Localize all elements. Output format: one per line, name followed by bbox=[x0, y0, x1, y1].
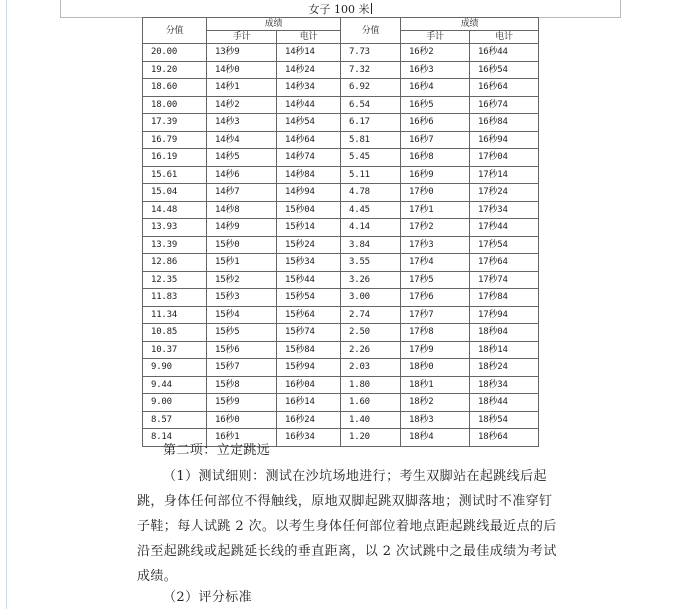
cell-hand: 16秒7 bbox=[401, 131, 470, 149]
header-electronic-right: 电计 bbox=[470, 31, 539, 44]
cell-electronic: 17秒74 bbox=[470, 271, 539, 289]
cell-hand: 14秒8 bbox=[207, 201, 277, 219]
header-result-left: 成绩 bbox=[207, 18, 341, 31]
cell-hand: 15秒7 bbox=[207, 359, 277, 377]
test-rules-paragraph: （1）测试细则：测试在沙坑场地进行；考生双脚站在起跳线后起跳，身体任何部位不得触线，原地双脚起跳双脚落地；测试时不准穿钉子鞋；每人试跳 2 次。以考生身体任何部位着地点距起跳线最近点的后沿至起跳线或起跳延长线的垂直距离，以 2 次试跳中之最佳成绩为考试成绩。 bbox=[137, 469, 557, 584]
cell-score: 1.40 bbox=[341, 411, 401, 429]
table-row bbox=[143, 201, 539, 219]
cell-hand: 16秒8 bbox=[401, 149, 470, 167]
cell-electronic: 14秒64 bbox=[277, 131, 341, 149]
cell-electronic: 16秒84 bbox=[470, 114, 539, 132]
cell-electronic: 18秒14 bbox=[470, 341, 539, 359]
cell-hand: 16秒5 bbox=[401, 96, 470, 114]
cell-electronic: 15秒54 bbox=[277, 289, 341, 307]
cell-electronic: 15秒94 bbox=[277, 359, 341, 377]
cell-electronic: 14秒74 bbox=[277, 149, 341, 167]
cell-hand: 16秒4 bbox=[401, 79, 470, 97]
cell-electronic: 17秒54 bbox=[470, 236, 539, 254]
cell-hand: 17秒0 bbox=[401, 184, 470, 202]
cell-electronic: 17秒24 bbox=[470, 184, 539, 202]
cell-hand: 14秒1 bbox=[207, 79, 277, 97]
cell-hand: 15秒4 bbox=[207, 306, 277, 324]
cell-hand: 14秒7 bbox=[207, 184, 277, 202]
table-row bbox=[143, 254, 539, 272]
cell-score: 8.57 bbox=[143, 411, 207, 429]
cell-electronic: 17秒44 bbox=[470, 219, 539, 237]
cell-electronic: 17秒94 bbox=[470, 306, 539, 324]
cell-hand: 16秒6 bbox=[401, 114, 470, 132]
cell-score: 4.78 bbox=[341, 184, 401, 202]
cell-electronic: 16秒04 bbox=[277, 376, 341, 394]
cell-score: 1.60 bbox=[341, 394, 401, 412]
cell-electronic: 17秒34 bbox=[470, 201, 539, 219]
cell-electronic: 18秒44 bbox=[470, 394, 539, 412]
cell-hand: 14秒2 bbox=[207, 96, 277, 114]
cell-electronic: 16秒74 bbox=[470, 96, 539, 114]
cell-score: 3.26 bbox=[341, 271, 401, 289]
cell-score: 15.61 bbox=[143, 166, 207, 184]
cell-score: 2.50 bbox=[341, 324, 401, 342]
cell-electronic: 14秒84 bbox=[277, 166, 341, 184]
cell-electronic: 14秒24 bbox=[277, 61, 341, 79]
cell-score: 4.14 bbox=[341, 219, 401, 237]
cell-electronic: 15秒24 bbox=[277, 236, 341, 254]
cell-score: 10.85 bbox=[143, 324, 207, 342]
header-electronic-left: 电计 bbox=[277, 31, 341, 44]
text-cursor bbox=[371, 3, 372, 14]
cell-hand: 17秒4 bbox=[401, 254, 470, 272]
cell-score: 9.00 bbox=[143, 394, 207, 412]
cell-electronic: 15秒04 bbox=[277, 201, 341, 219]
cell-hand: 15秒1 bbox=[207, 254, 277, 272]
cell-score: 7.32 bbox=[341, 61, 401, 79]
cell-electronic: 15秒14 bbox=[277, 219, 341, 237]
cell-score: 3.55 bbox=[341, 254, 401, 272]
cell-score: 5.11 bbox=[341, 166, 401, 184]
table-row bbox=[143, 79, 539, 97]
cell-electronic: 18秒04 bbox=[470, 324, 539, 342]
cell-electronic: 16秒34 bbox=[277, 429, 341, 447]
cell-score: 10.37 bbox=[143, 341, 207, 359]
table-row bbox=[143, 376, 539, 394]
table-header-row bbox=[143, 18, 539, 31]
cell-electronic: 16秒54 bbox=[470, 61, 539, 79]
cell-electronic: 16秒94 bbox=[470, 131, 539, 149]
cell-hand: 14秒3 bbox=[207, 114, 277, 132]
cell-hand: 18秒4 bbox=[401, 429, 470, 447]
cell-hand: 17秒5 bbox=[401, 271, 470, 289]
table-row bbox=[143, 324, 539, 342]
cell-electronic: 15秒34 bbox=[277, 254, 341, 272]
table-row bbox=[143, 184, 539, 202]
cell-hand: 14秒4 bbox=[207, 131, 277, 149]
cell-electronic: 14秒34 bbox=[277, 79, 341, 97]
table-title: 女子 100 米 bbox=[308, 3, 370, 16]
cell-hand: 14秒0 bbox=[207, 61, 277, 79]
cell-score: 2.03 bbox=[341, 359, 401, 377]
cell-hand: 15秒3 bbox=[207, 289, 277, 307]
corner-mark-right bbox=[538, 17, 620, 18]
cell-score: 7.73 bbox=[341, 44, 401, 62]
cell-score: 12.35 bbox=[143, 271, 207, 289]
table-row bbox=[143, 44, 539, 62]
cell-electronic: 17秒14 bbox=[470, 166, 539, 184]
cell-score: 2.74 bbox=[341, 306, 401, 324]
cell-hand: 15秒8 bbox=[207, 376, 277, 394]
table-row bbox=[143, 341, 539, 359]
table-row bbox=[143, 394, 539, 412]
cell-hand: 14秒9 bbox=[207, 219, 277, 237]
cell-score: 13.39 bbox=[143, 236, 207, 254]
corner-mark-left-vertical bbox=[60, 0, 61, 18]
table-row bbox=[143, 271, 539, 289]
section-heading: 第二项：立定跳远 bbox=[163, 443, 271, 458]
cell-score: 3.00 bbox=[341, 289, 401, 307]
cell-score: 11.34 bbox=[143, 306, 207, 324]
cell-electronic: 18秒54 bbox=[470, 411, 539, 429]
header-hand-right: 手计 bbox=[401, 31, 470, 44]
table-row bbox=[143, 114, 539, 132]
cell-hand: 16秒3 bbox=[401, 61, 470, 79]
cell-electronic: 18秒34 bbox=[470, 376, 539, 394]
cell-electronic: 15秒84 bbox=[277, 341, 341, 359]
cell-score: 16.79 bbox=[143, 131, 207, 149]
table-row bbox=[143, 149, 539, 167]
cell-score: 9.44 bbox=[143, 376, 207, 394]
corner-mark-right-vertical bbox=[620, 0, 621, 18]
cell-score: 19.20 bbox=[143, 61, 207, 79]
cell-hand: 17秒8 bbox=[401, 324, 470, 342]
cell-score: 5.45 bbox=[341, 149, 401, 167]
cell-score: 15.04 bbox=[143, 184, 207, 202]
cell-hand: 15秒9 bbox=[207, 394, 277, 412]
cell-hand: 18秒1 bbox=[401, 376, 470, 394]
cell-hand: 18秒2 bbox=[401, 394, 470, 412]
cell-electronic: 14秒14 bbox=[277, 44, 341, 62]
scoring-subheading: （2）评分标准 bbox=[163, 590, 253, 605]
cell-hand: 18秒3 bbox=[401, 411, 470, 429]
cell-electronic: 18秒24 bbox=[470, 359, 539, 377]
cell-score: 1.20 bbox=[341, 429, 401, 447]
cell-score: 6.17 bbox=[341, 114, 401, 132]
cell-electronic: 16秒24 bbox=[277, 411, 341, 429]
cell-hand: 16秒2 bbox=[401, 44, 470, 62]
cell-electronic: 14秒94 bbox=[277, 184, 341, 202]
table-row bbox=[143, 411, 539, 429]
cell-score: 3.84 bbox=[341, 236, 401, 254]
table-row bbox=[143, 96, 539, 114]
cell-electronic: 15秒74 bbox=[277, 324, 341, 342]
cell-hand: 16秒0 bbox=[207, 411, 277, 429]
cell-score: 20.00 bbox=[143, 44, 207, 62]
cell-electronic: 15秒44 bbox=[277, 271, 341, 289]
cell-score: 8.14 bbox=[143, 429, 207, 447]
cell-score: 9.90 bbox=[143, 359, 207, 377]
cell-hand: 15秒5 bbox=[207, 324, 277, 342]
cell-score: 4.45 bbox=[341, 201, 401, 219]
cell-score: 6.92 bbox=[341, 79, 401, 97]
cell-score: 1.80 bbox=[341, 376, 401, 394]
cell-score: 5.81 bbox=[341, 131, 401, 149]
cell-score: 12.86 bbox=[143, 254, 207, 272]
corner-mark-left bbox=[60, 17, 142, 18]
cell-electronic: 15秒64 bbox=[277, 306, 341, 324]
cell-score: 13.93 bbox=[143, 219, 207, 237]
header-result-right: 成绩 bbox=[401, 18, 539, 31]
cell-hand: 13秒9 bbox=[207, 44, 277, 62]
cell-score: 14.48 bbox=[143, 201, 207, 219]
cell-hand: 17秒7 bbox=[401, 306, 470, 324]
cell-electronic: 17秒04 bbox=[470, 149, 539, 167]
header-score-right: 分值 bbox=[341, 18, 401, 44]
cell-score: 17.39 bbox=[143, 114, 207, 132]
cell-electronic: 16秒64 bbox=[470, 79, 539, 97]
cell-electronic: 16秒14 bbox=[277, 394, 341, 412]
cell-score: 2.26 bbox=[341, 341, 401, 359]
cell-electronic: 18秒64 bbox=[470, 429, 539, 447]
table-row bbox=[143, 131, 539, 149]
cell-electronic: 17秒84 bbox=[470, 289, 539, 307]
cell-electronic: 14秒44 bbox=[277, 96, 341, 114]
cell-hand: 14秒6 bbox=[207, 166, 277, 184]
page-margin-line bbox=[6, 0, 7, 609]
cell-hand: 17秒6 bbox=[401, 289, 470, 307]
cell-hand: 17秒9 bbox=[401, 341, 470, 359]
cell-hand: 17秒3 bbox=[401, 236, 470, 254]
cell-electronic: 14秒54 bbox=[277, 114, 341, 132]
table-row bbox=[143, 289, 539, 307]
score-table bbox=[142, 17, 539, 447]
cell-score: 18.60 bbox=[143, 79, 207, 97]
cell-hand: 15秒6 bbox=[207, 341, 277, 359]
table-row bbox=[143, 219, 539, 237]
table-row bbox=[143, 236, 539, 254]
cell-hand: 16秒9 bbox=[401, 166, 470, 184]
table-row bbox=[143, 306, 539, 324]
cell-hand: 14秒5 bbox=[207, 149, 277, 167]
cell-score: 18.00 bbox=[143, 96, 207, 114]
cell-electronic: 17秒64 bbox=[470, 254, 539, 272]
table-row bbox=[143, 359, 539, 377]
cell-hand: 18秒0 bbox=[401, 359, 470, 377]
cell-score: 6.54 bbox=[341, 96, 401, 114]
header-hand-left: 手计 bbox=[207, 31, 277, 44]
cell-electronic: 16秒44 bbox=[470, 44, 539, 62]
cell-score: 11.83 bbox=[143, 289, 207, 307]
cell-hand: 15秒0 bbox=[207, 236, 277, 254]
cell-hand: 17秒2 bbox=[401, 219, 470, 237]
table-row bbox=[143, 166, 539, 184]
cell-hand: 15秒2 bbox=[207, 271, 277, 289]
cell-score: 16.19 bbox=[143, 149, 207, 167]
header-score-left: 分值 bbox=[143, 18, 207, 44]
cell-hand: 16秒1 bbox=[207, 429, 277, 447]
table-row bbox=[143, 61, 539, 79]
cell-hand: 17秒1 bbox=[401, 201, 470, 219]
